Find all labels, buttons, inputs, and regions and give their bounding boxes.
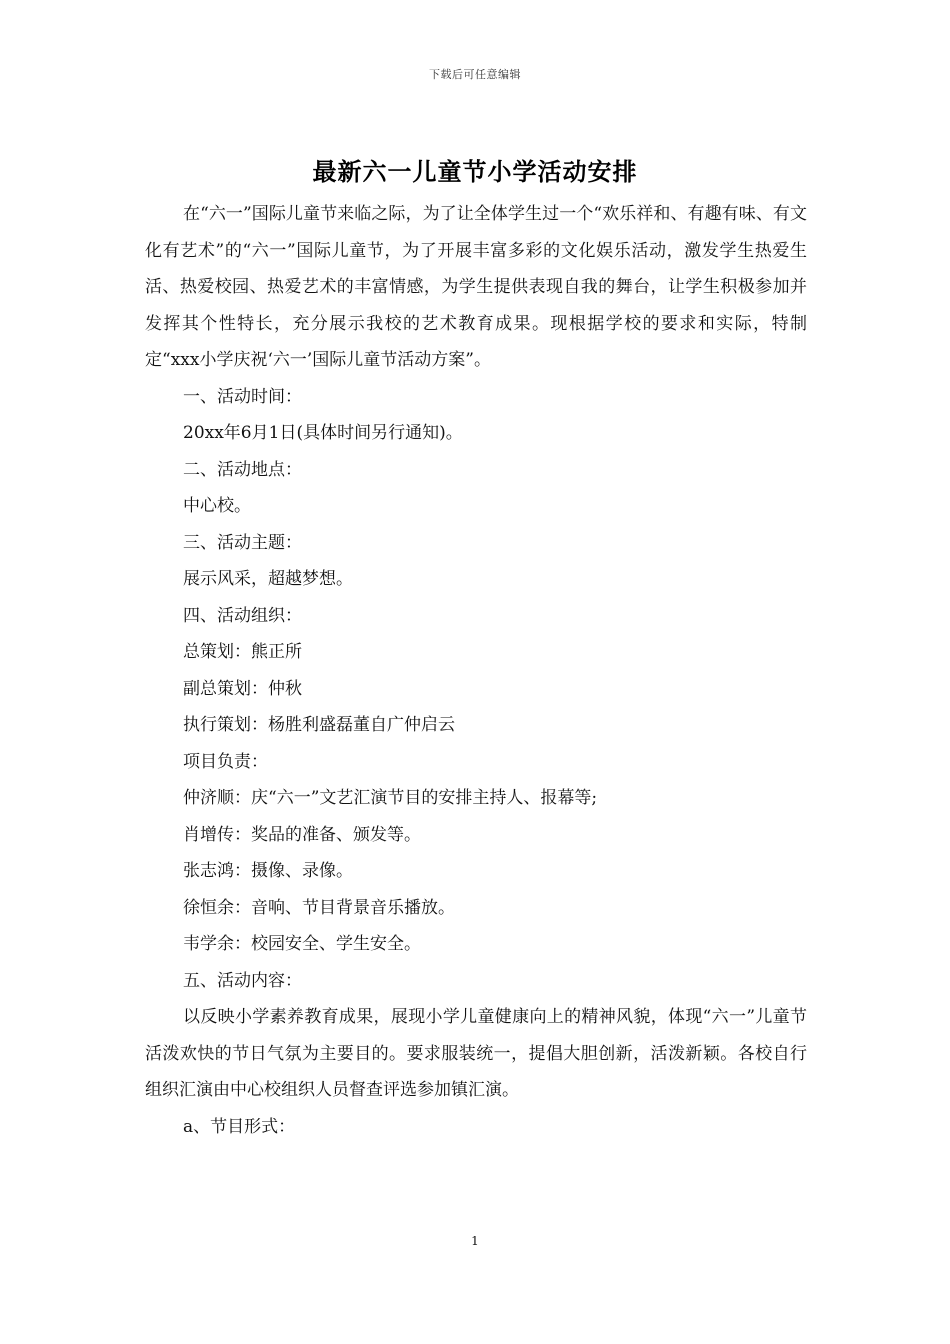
header-note: 下载后可任意编辑 [429, 68, 521, 81]
responsibility-item: 徐恒余：音响、节目背景音乐播放。 [183, 897, 455, 918]
intro-paragraph: 在“六一”国际儿童节来临之际，为了让全体学生过一个“欢乐祥和、有趣有味、有文化有艺术”的“六一”国际儿童节，为了开展丰富多彩的文化娱乐活动，激发学生热爱生活、热爱校园、热爱艺术的丰富情感，为学生提供表现自我的舞台，让学生积极参加并发挥其个性特长，充分展示我校的艺术教育成果。现根据学校的要求和实际，特制定“xxx小学庆祝‘六一’国际儿童节活动方案”。 [145, 204, 807, 370]
page-number: 1 [471, 1234, 479, 1248]
section-heading-organization: 四、活动组织： [183, 605, 302, 626]
responsibility-item: 韦学余：校园安全、学生安全。 [183, 934, 421, 954]
document-title: 最新六一儿童节小学活动安排 [312, 157, 638, 186]
general-planner-line: 总策划：熊正所 [183, 642, 302, 662]
deputy-planner-line: 副总策划：仲秋 [183, 678, 302, 699]
section-heading-theme: 三、活动主题： [183, 532, 302, 553]
activity-location-text: 中心校。 [183, 496, 251, 516]
document-body [145, 196, 807, 1145]
activity-theme-text: 展示风采，超越梦想。 [183, 569, 353, 589]
executive-planner-line: 执行策划：杨胜利盛磊董自广仲启云 [183, 715, 455, 735]
activity-time-text: 20xx年6月1日(具体时间另行通知)。 [183, 423, 463, 443]
section-heading-location: 二、活动地点： [183, 459, 302, 480]
responsibility-item: 仲济顺：庆“六一”文艺汇演节目的安排主持人、报幕等; [183, 788, 598, 808]
section-heading-content: 五、活动内容： [183, 970, 302, 991]
responsibility-item: 肖增传：奖品的准备、颁发等。 [183, 824, 421, 845]
responsibility-heading: 项目负责： [183, 751, 268, 772]
program-format-heading: a、节目形式： [183, 1116, 296, 1137]
section-heading-time: 一、活动时间： [183, 386, 302, 407]
activity-content-paragraph: 以反映小学素养教育成果，展现小学儿童健康向上的精神风貌，体现“六一”儿童节活泼欢快的节日气氛为主要目的。要求服装统一，提倡大胆创新，活泼新颖。各校自行组织汇演由中心校组织人员督查评选参加镇汇演。 [145, 1007, 807, 1100]
responsibility-item: 张志鸿：摄像、录像。 [183, 861, 353, 881]
